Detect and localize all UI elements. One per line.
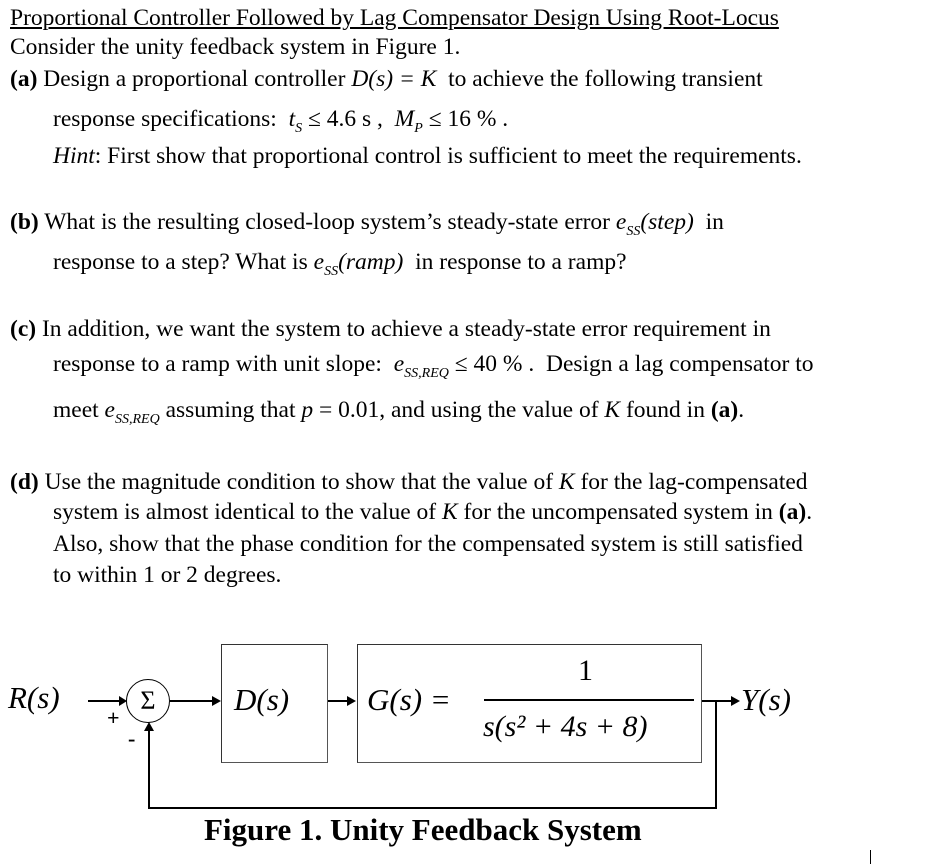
output-label: Y(s) [741,682,791,717]
part-c-line2: response to a ramp with unit slope: $e_{SS,REQ} \le 40$ % . Design a lag compensator to [53,351,814,381]
arrowhead-icon [144,722,154,731]
arrowhead-icon [731,696,740,706]
part-b-line1: (b) What is the resulting closed-loop system’s steady-state error $e_{SS}(step)$ in [10,209,724,239]
part-a-line1: (a) Design a proportional controller D(s) = K to achieve the following transient [10,66,763,92]
plus-sign: + [107,705,120,730]
part-c-line3: meet $e_{SS,REQ}$ assuming that p = 0.01, and using the value of K found in (a). [53,397,745,427]
intro-text: Consider the unity feedback system in Figure 1. [10,34,461,60]
part-a-specs: response specifications: $t_S \le 4.6$ s , $M_P \le 16$ % . [53,106,509,136]
text-cursor [870,850,871,864]
minus-sign: - [128,726,136,751]
fraction-bar [484,699,694,701]
controller-label: D(s) [234,682,290,717]
part-d-line1: (d) Use the magnitude condition to show that the value of K for the lag-compensated [10,469,808,495]
sum-to-controller-line [170,700,214,702]
part-b-line2: response to a step? What is $e_{SS}(ramp)$ in response to a ramp? [53,249,627,279]
plant-denominator: s(s² + 4s + 8) [483,710,648,743]
summing-junction [126,679,170,723]
arrowhead-icon [347,696,356,706]
arrowhead-icon [212,696,221,706]
plant-numerator: 1 [578,654,593,687]
input-label: R(s) [8,680,60,715]
sigma-symbol: Σ [140,686,156,715]
part-c-line1: (c) In addition, we want the system to achieve a steady-state error requirement in [10,316,771,342]
figure-caption: Figure 1. Unity Feedback System [204,812,642,847]
part-d-line3: Also, show that the phase condition for the compensated system is still satisfied [53,531,803,557]
feedback-line-left [148,730,150,808]
plant-lhs: G(s) = [367,682,451,717]
output-line [702,700,732,702]
part-a-hint: Hint: First show that proportional control is sufficient to meet the requirements. [53,143,802,169]
document-title: Proportional Controller Followed by Lag Compensator Design Using Root-Locus [10,5,779,31]
feedback-line-bottom [148,807,717,809]
part-d-line4: to within 1 or 2 degrees. [53,562,282,588]
feedback-line-right [715,700,717,808]
part-d-line2: system is almost identical to the value of K for the uncompensated system in (a). [53,499,813,525]
